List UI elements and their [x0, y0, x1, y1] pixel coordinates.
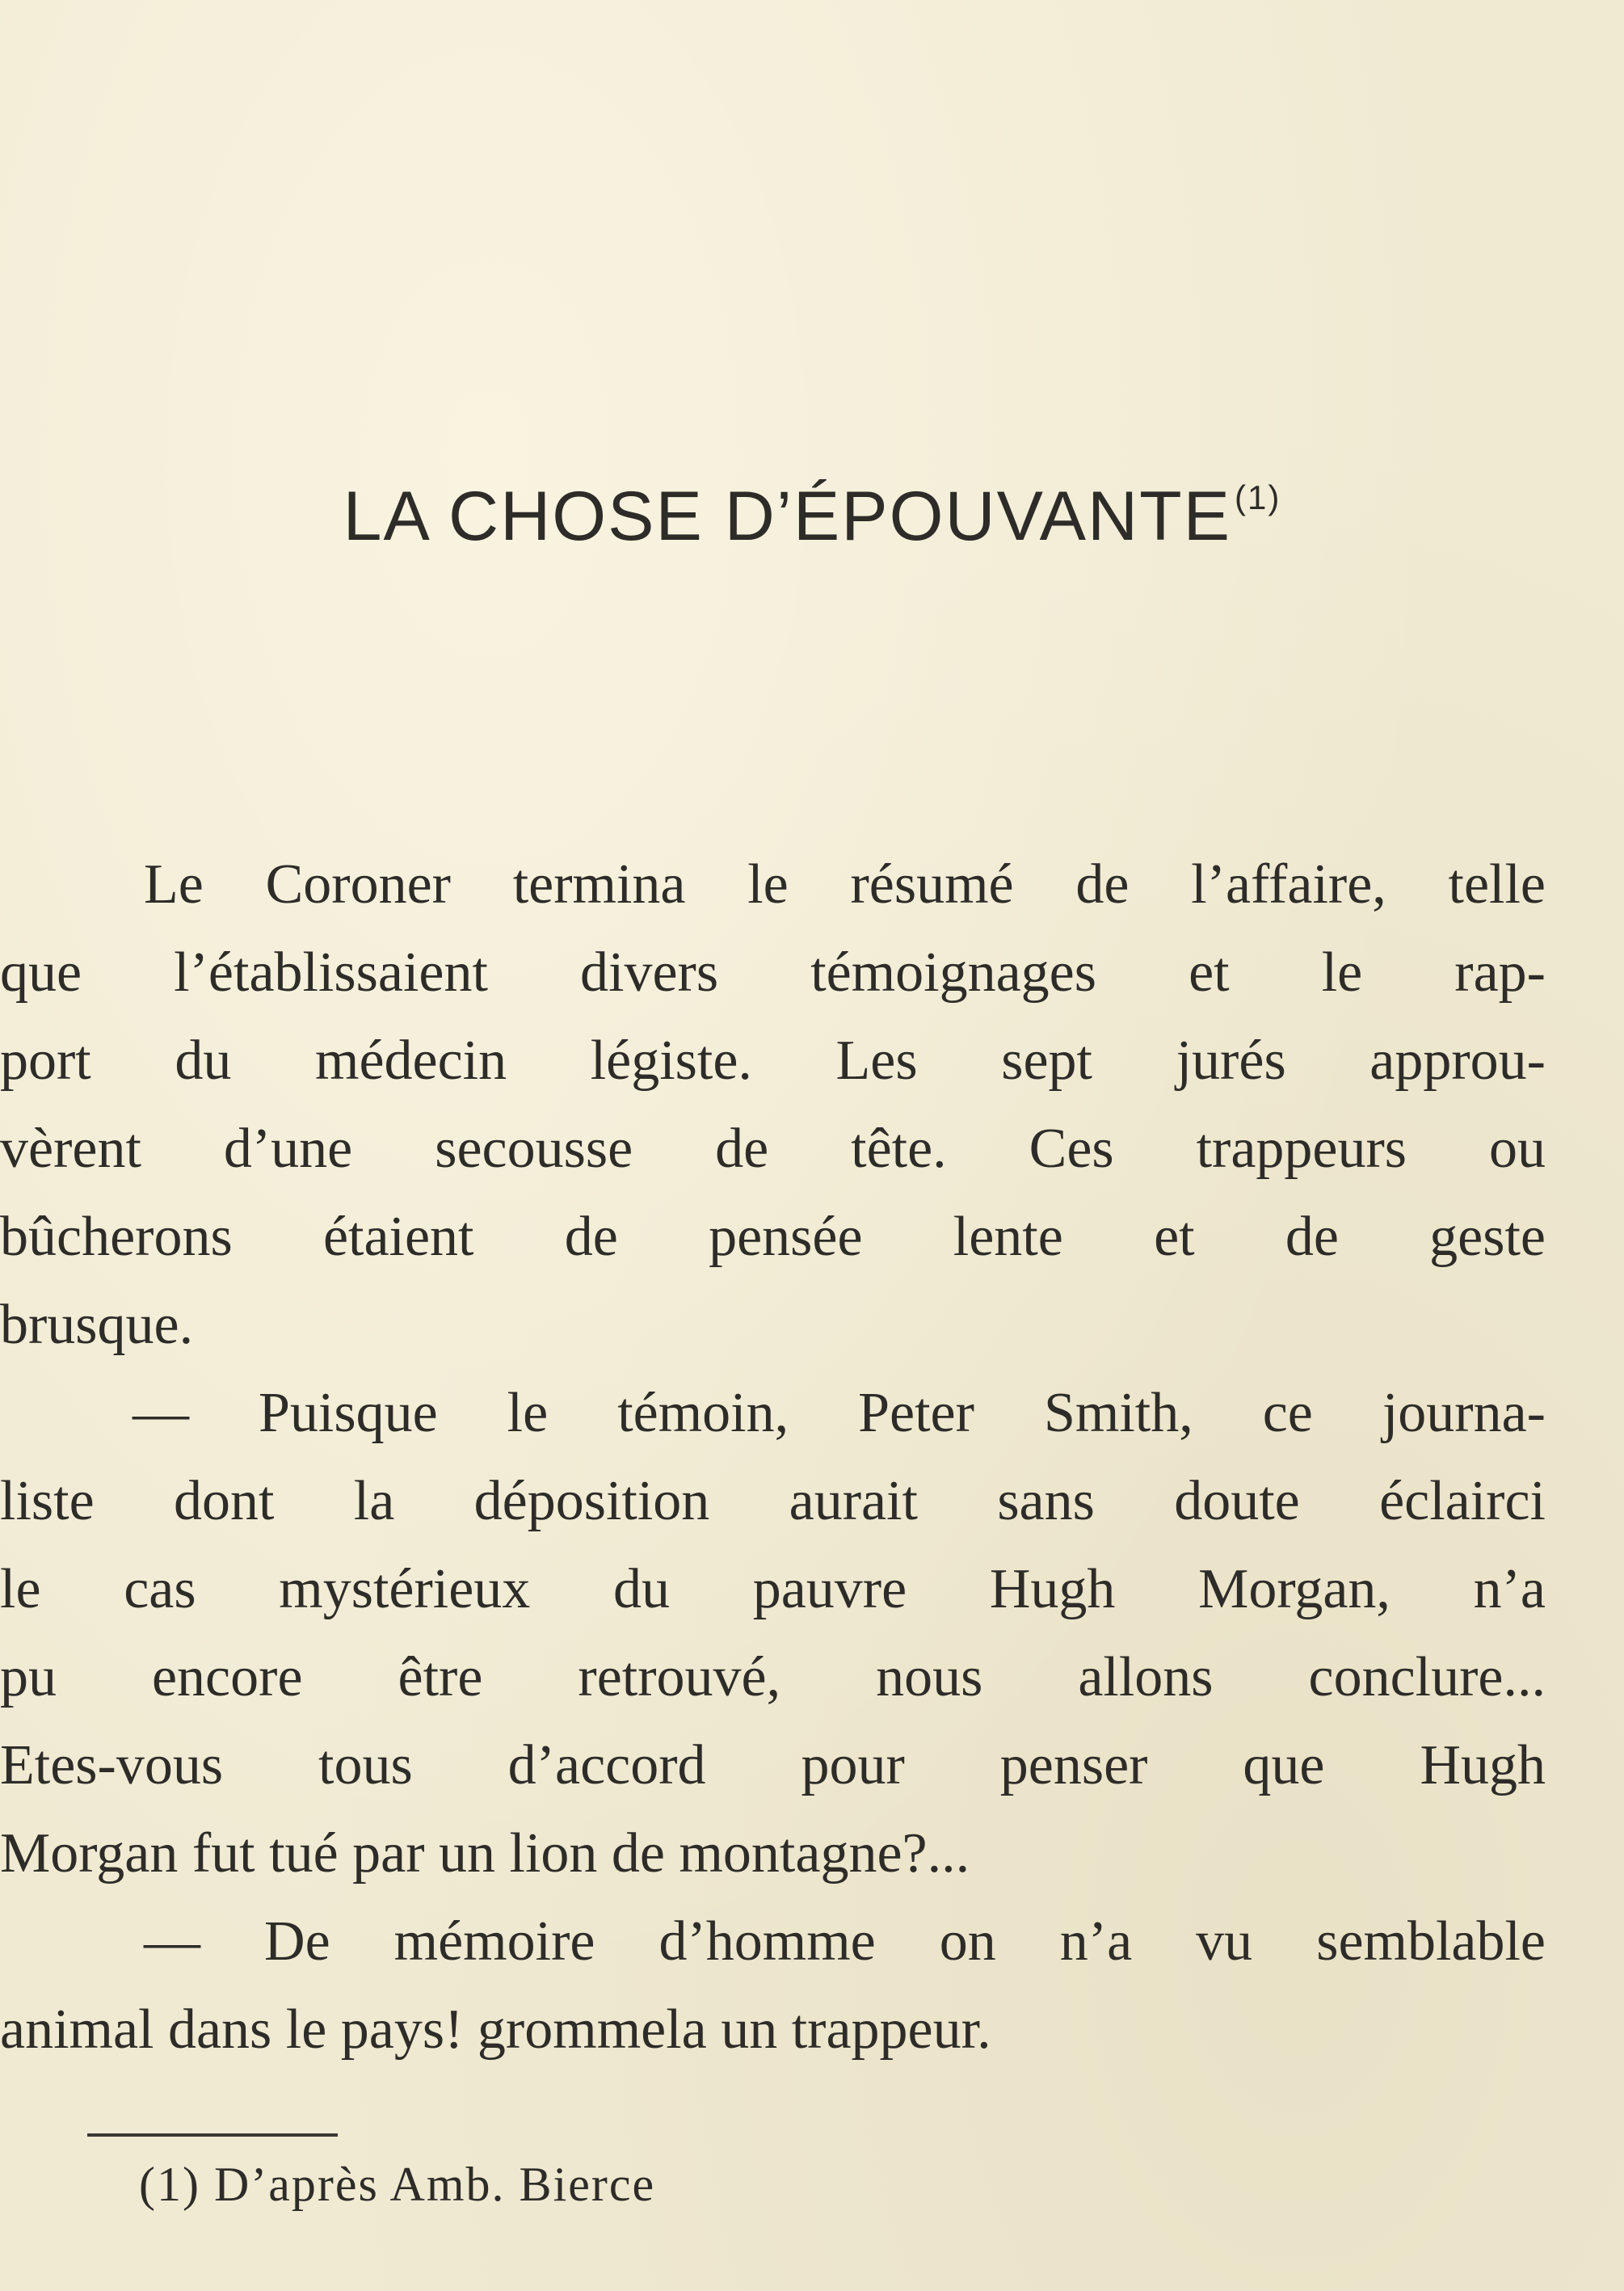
- text-line: que l’établissaient divers témoignages et le rap-: [0, 941, 1546, 1004]
- text-line: liste dont la déposition aurait sans doute éclairci: [0, 1470, 1546, 1532]
- text-line: Morgan fut tué par un lion de montagne?...: [0, 1822, 970, 1885]
- paragraph-3: [0, 1897, 1546, 2074]
- chapter-title-text: LA CHOSE D’ÉPOUVANTE: [343, 478, 1231, 555]
- text-line: vèrent d’une secousse de tête. Ces trappeurs ou: [0, 1118, 1546, 1180]
- chapter-title: [0, 477, 1624, 557]
- footnote-separator: [87, 2133, 338, 2137]
- text-line: brusque.: [0, 1294, 194, 1356]
- text-line: Etes-vous tous d’accord pour penser que Hugh: [0, 1734, 1546, 1796]
- paragraph-1: [0, 840, 1546, 1369]
- text-line: port du médecin légiste. Les sept jurés approu-: [0, 1030, 1546, 1092]
- text-line: pu encore être retrouvé, nous allons conclure...: [0, 1646, 1546, 1708]
- footnote-reference-mark: (1): [1235, 478, 1281, 516]
- text-line: — De mémoire d’homme on n’a vu semblable: [144, 1910, 1546, 1973]
- text-line: animal dans le pays! grommela un trappeur.: [0, 1998, 991, 2061]
- paragraph-2: [0, 1369, 1546, 1897]
- text-line: le cas mystérieux du pauvre Hugh Morgan, n’a: [0, 1558, 1546, 1620]
- text-line: bûcherons étaient de pensée lente et de geste: [0, 1206, 1546, 1268]
- text-line: Le Coroner termina le résumé de l’affaire, telle: [144, 853, 1546, 916]
- body-text: [0, 840, 1546, 2074]
- footnote: (1) D’après Amb. Bierce: [139, 2158, 656, 2211]
- text-line: — Puisque le témoin, Peter Smith, ce journa-: [133, 1382, 1546, 1444]
